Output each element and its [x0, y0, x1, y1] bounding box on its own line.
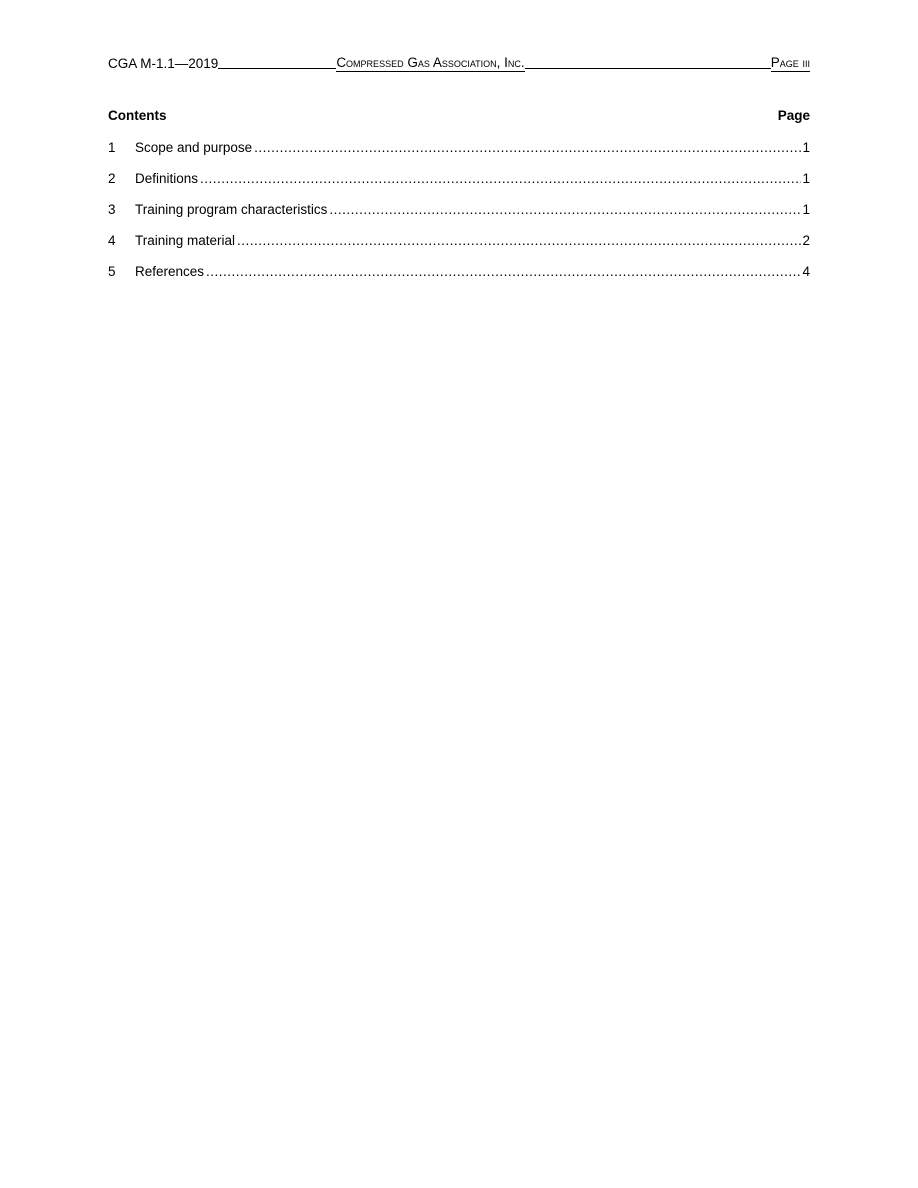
toc-entry-page: 1: [802, 171, 810, 186]
toc-leader-dots: [200, 171, 801, 187]
toc-entry-title: References: [135, 264, 205, 279]
toc-entry-number: 3: [108, 202, 116, 217]
running-header: [108, 54, 810, 72]
toc-leader-dots: [237, 233, 801, 249]
toc-entry-page: 1: [802, 140, 810, 155]
toc-entry-title: Training material: [135, 233, 236, 248]
toc-list: [108, 140, 810, 295]
document-id: CGA M-1.1—2019: [108, 56, 219, 71]
publisher-name: Compressed Gas Association, Inc.: [336, 55, 525, 70]
toc-leader-dots: [329, 202, 801, 218]
toc-heading: Contents: [108, 108, 167, 123]
toc-entry[interactable]: [108, 264, 810, 295]
toc-entry[interactable]: [108, 202, 810, 233]
toc-page-heading: Page: [777, 108, 810, 123]
toc-entry-number: 1: [108, 140, 116, 155]
toc-leader-dots: [254, 140, 801, 156]
toc-entry-number: 5: [108, 264, 116, 279]
toc-entry[interactable]: [108, 233, 810, 264]
toc-header: [108, 108, 810, 124]
toc-entry-title: Scope and purpose: [135, 140, 253, 155]
toc-entry-page: 4: [802, 264, 810, 279]
page-label: Page iii: [770, 55, 810, 70]
header-rule-right: [525, 68, 771, 69]
toc-entry-number: 2: [108, 171, 116, 186]
toc-entry[interactable]: [108, 171, 810, 202]
header-rule-left: [218, 68, 336, 69]
toc-entry-page: 1: [802, 202, 810, 217]
toc-entry-title: Training program characteristics: [135, 202, 328, 217]
toc-leader-dots: [206, 264, 801, 280]
toc-entry-title: Definitions: [135, 171, 199, 186]
toc-entry-page: 2: [802, 233, 810, 248]
toc-entry[interactable]: [108, 140, 810, 171]
toc-entry-number: 4: [108, 233, 116, 248]
